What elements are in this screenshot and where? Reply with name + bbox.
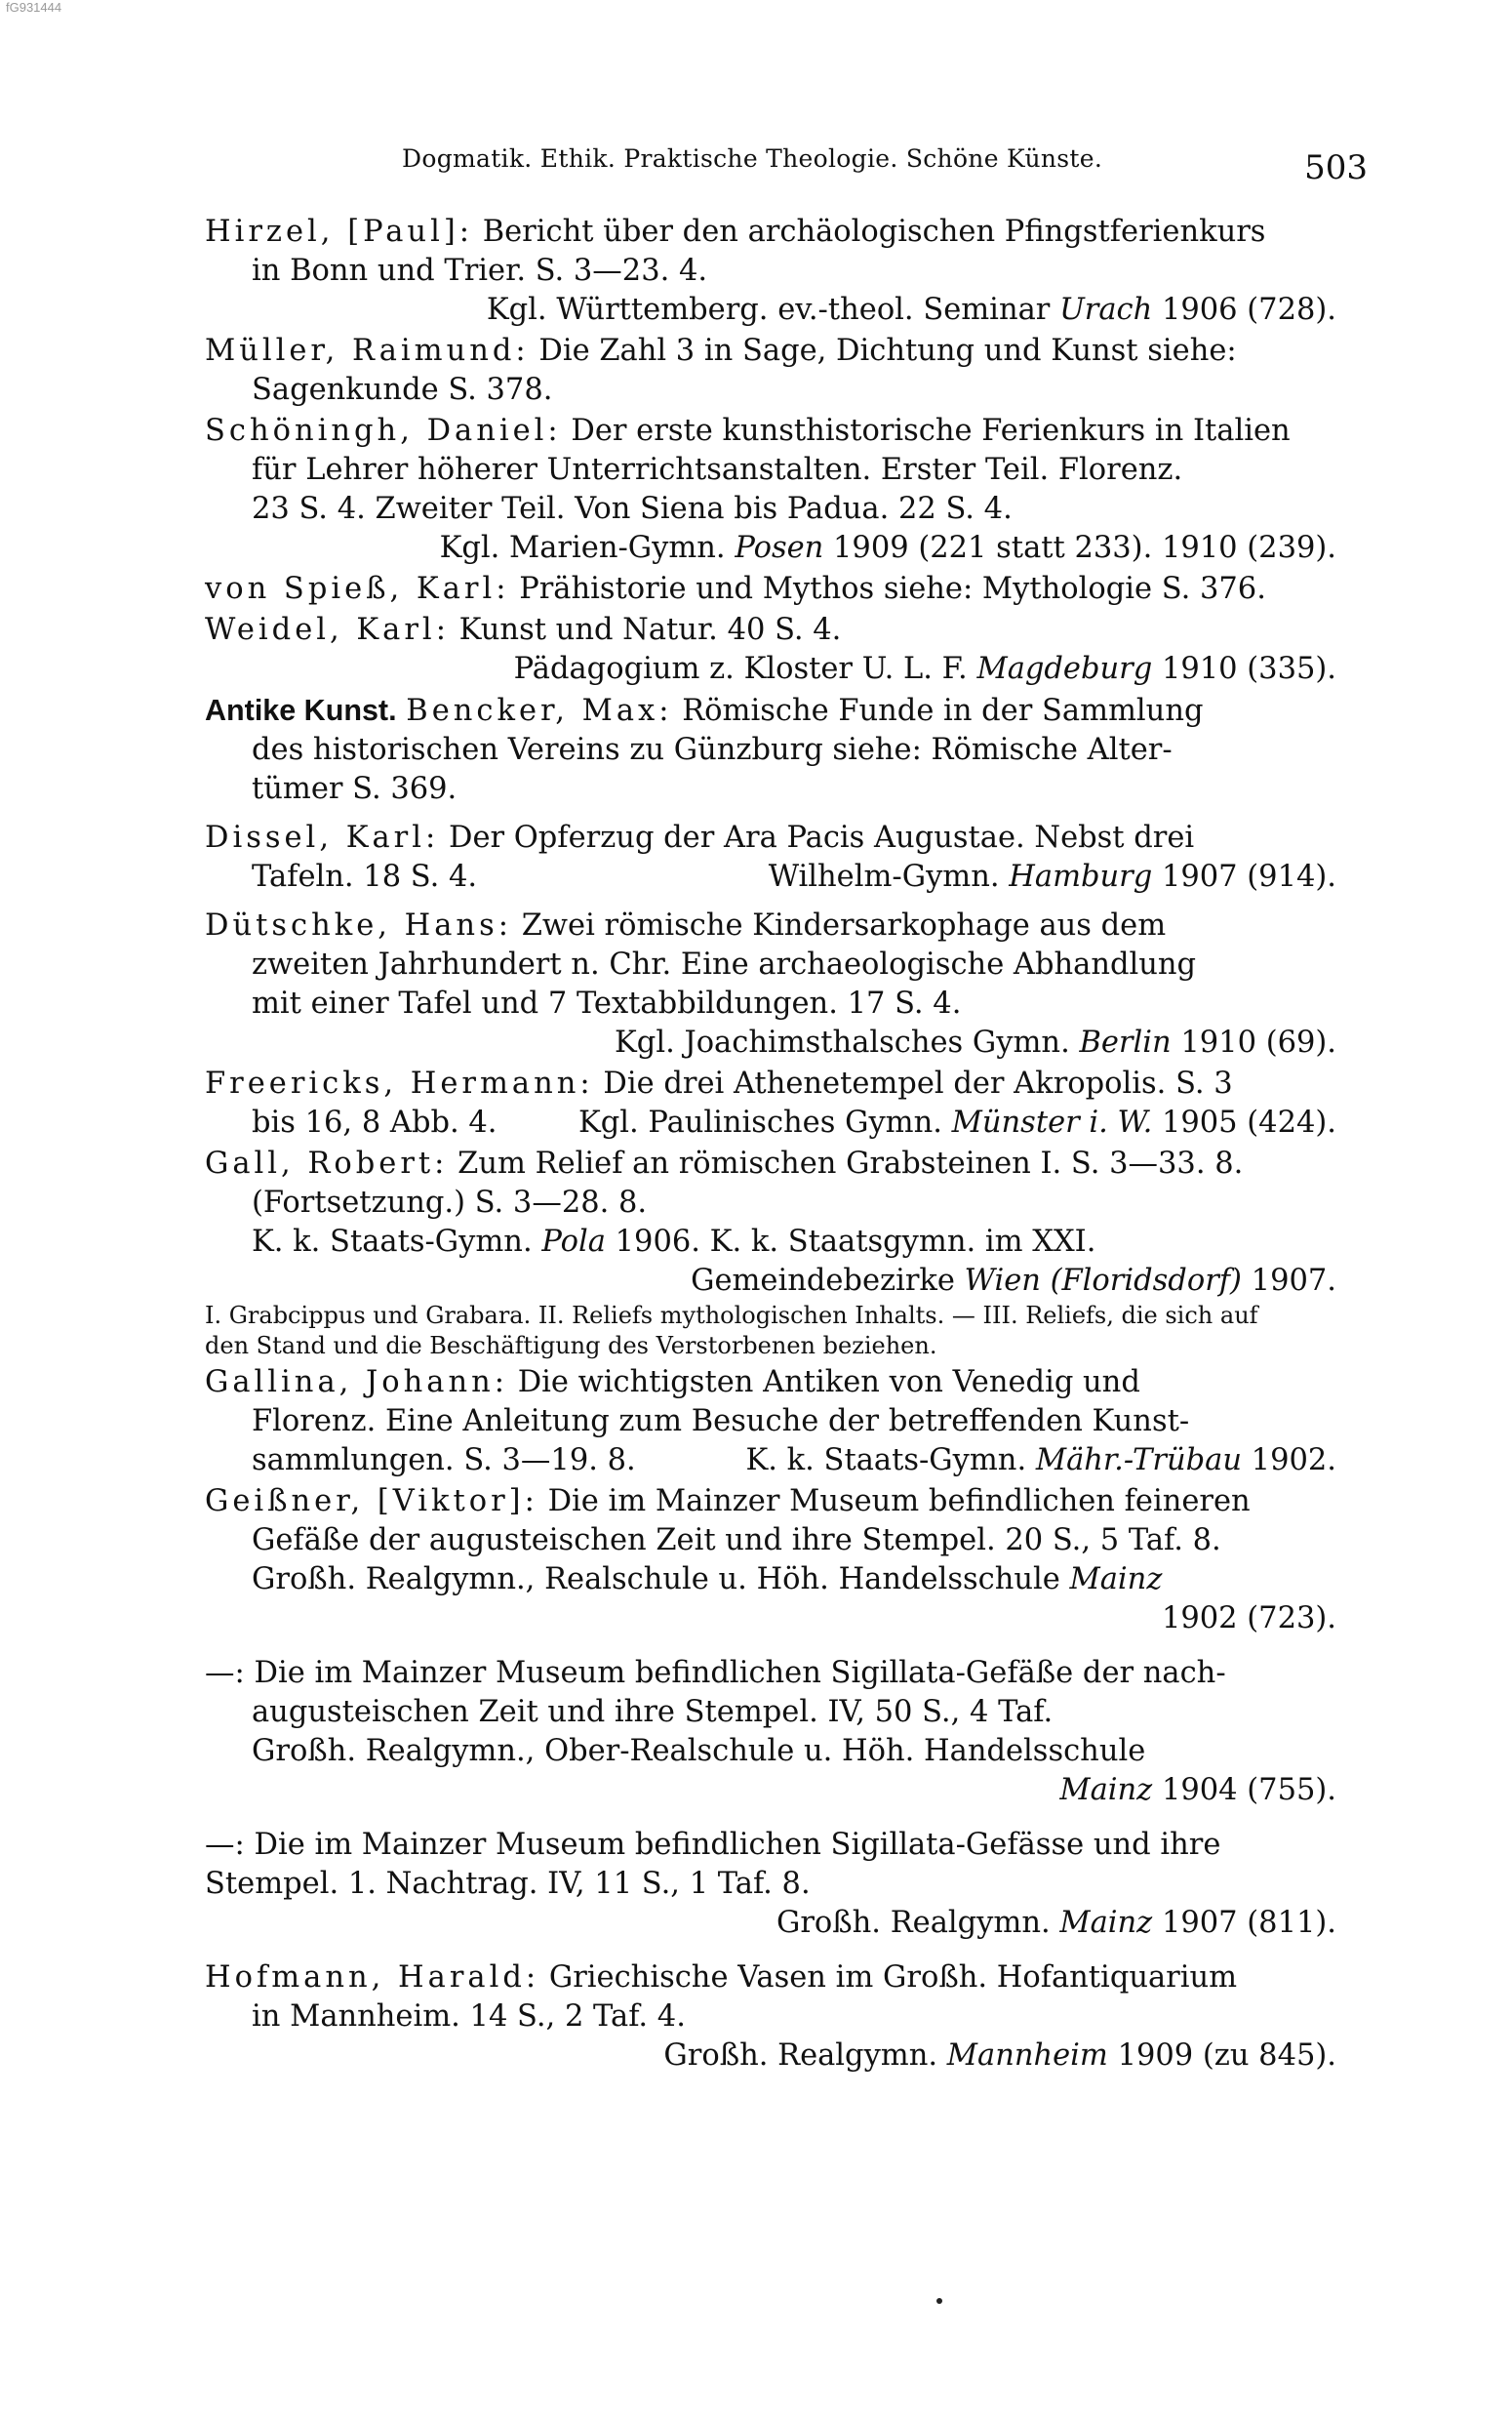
year-info: 1906. bbox=[615, 1225, 700, 1259]
title-line: tümer S. 369. bbox=[252, 772, 458, 806]
author-name: Hirzel, [Paul]: bbox=[205, 215, 474, 249]
title-line: zweiten Jahrhundert n. Chr. Eine archaeologische Abhandlung bbox=[252, 948, 1197, 982]
author-name: Dissel, Karl: bbox=[205, 821, 440, 855]
year-info: 1904 (755). bbox=[1161, 1773, 1336, 1807]
title-line: Stempel. 1. Nachtrag. IV, 11 S., 1 Taf. 8. bbox=[205, 1867, 811, 1901]
title-line: Florenz. Eine Anleitung zum Besuche der betreffenden Kunst- bbox=[252, 1404, 1190, 1438]
title-line: Bericht über den archäologischen Pfingstferienkurs bbox=[482, 215, 1266, 249]
year-info: 1907 (811). bbox=[1161, 1906, 1336, 1940]
year-info: 1906 (728). bbox=[1161, 293, 1336, 327]
year-info: 1902 (723). bbox=[1161, 1601, 1336, 1635]
publication-line bbox=[205, 1223, 1356, 1262]
city-name: Hamburg bbox=[1009, 860, 1153, 894]
author-name: Gall, Robert: bbox=[205, 1147, 449, 1181]
school-name: Großh. Realgymn., Ober-Realschule u. Höh. Handelsschule bbox=[252, 1734, 1146, 1768]
title-line: sammlungen. S. 3—19. 8. bbox=[252, 1443, 636, 1477]
author-name: Gallina, Johann: bbox=[205, 1365, 509, 1399]
year-info: 1902. bbox=[1251, 1443, 1336, 1477]
author-name: von Spieß, Karl: bbox=[205, 572, 510, 606]
list-item bbox=[205, 611, 1356, 689]
list-item bbox=[205, 570, 1356, 609]
year-info: 1907 (914). bbox=[1161, 860, 1336, 894]
school-name: Kgl. Joachimsthalsches Gymn. bbox=[615, 1026, 1070, 1060]
publication-line bbox=[205, 291, 1356, 330]
title-line: Der erste kunsthistorische Ferienkurs in Italien bbox=[571, 414, 1291, 448]
title-line: Zum Relief an römischen Grabsteinen I. S. 3—33. 8. bbox=[458, 1147, 1244, 1181]
list-item bbox=[205, 1482, 1356, 1638]
title-line: Die im Mainzer Museum befindlichen Sigillata-Gefässe und ihre bbox=[254, 1828, 1221, 1862]
city-name: Mainz bbox=[1069, 1562, 1163, 1596]
publication-line bbox=[205, 1441, 1356, 1480]
list-item bbox=[205, 691, 1356, 809]
city-name: Berlin bbox=[1079, 1026, 1172, 1060]
city-name: Magdeburg bbox=[976, 652, 1153, 686]
author-name: Müller, Raimund: bbox=[205, 334, 530, 368]
title-line: Die im Mainzer Museum befindlichen feineren bbox=[547, 1484, 1251, 1518]
section-heading: Antike Kunst. bbox=[205, 694, 397, 727]
city-name: Mainz bbox=[1059, 1773, 1153, 1807]
title-line: Die Zahl 3 in Sage, Dichtung und Kunst siehe: bbox=[538, 334, 1237, 368]
author-name: —: bbox=[205, 1828, 245, 1862]
author-name: Hofmann, Harald: bbox=[205, 1960, 540, 1995]
author-name: Bencker, Max: bbox=[406, 694, 673, 728]
author-name: Dütschke, Hans: bbox=[205, 908, 513, 943]
publication-line bbox=[205, 1024, 1356, 1063]
list-item bbox=[205, 412, 1356, 568]
school-name: K. k. Staatsgymn. im XXI. bbox=[709, 1225, 1096, 1259]
list-item bbox=[205, 213, 1356, 330]
year-info: 1910 (69). bbox=[1180, 1026, 1336, 1060]
city-name: Pola bbox=[541, 1225, 606, 1259]
school-name: Großh. Realgymn. bbox=[776, 1906, 1051, 1940]
title-line: für Lehrer höherer Unterrichtsanstalten. Erster Teil. Florenz. bbox=[252, 453, 1183, 487]
publication-line bbox=[205, 1104, 1356, 1143]
year-info: 1909 (zu 845). bbox=[1117, 2038, 1336, 2073]
title-line: Zwei römische Kindersarkophage aus dem bbox=[521, 908, 1167, 943]
title-line: Der Opferzug der Ara Pacis Augustae. Nebst drei bbox=[449, 821, 1195, 855]
city-name: Mainz bbox=[1059, 1906, 1153, 1940]
author-name: Schöningh, Daniel: bbox=[205, 414, 562, 448]
list-item bbox=[205, 332, 1356, 410]
title-line: Kunst und Natur. 40 S. 4. bbox=[458, 613, 842, 647]
title-line: Die im Mainzer Museum befindlichen Sigillata-Gefäße der nach- bbox=[254, 1656, 1226, 1690]
year-info: 1910 (335). bbox=[1161, 652, 1336, 686]
school-name: Großh. Realgymn. bbox=[663, 2038, 938, 2073]
title-line: augusteischen Zeit und ihre Stempel. IV, 50 S., 4 Taf. bbox=[252, 1695, 1054, 1729]
author-name: Weidel, Karl: bbox=[205, 613, 450, 647]
school-name: Wilhelm-Gymn. bbox=[768, 860, 1000, 894]
city-name: Posen bbox=[735, 531, 824, 565]
publication-line bbox=[205, 1771, 1356, 1810]
bibliography-list bbox=[205, 213, 1356, 2077]
list-item bbox=[205, 1826, 1356, 1943]
city-name: Urach bbox=[1059, 293, 1153, 327]
author-name: —: bbox=[205, 1656, 245, 1690]
school-name: Kgl. Marien-Gymn. bbox=[439, 531, 726, 565]
title-line: mit einer Tafel und 7 Textabbildungen. 17 S. 4. bbox=[252, 987, 962, 1021]
city-name: Mannheim bbox=[946, 2038, 1108, 2073]
title-line: Die drei Athenetempel der Akropolis. S. 3 bbox=[603, 1067, 1233, 1101]
page-header bbox=[402, 144, 1368, 187]
footnote: I. Grabcippus und Grabara. II. Reliefs mythologischen Inhalts. — III. Reliefs, die sich auf den Stand und die Beschäftigung des Verstorbenen beziehen. bbox=[205, 1302, 1258, 1359]
publication-line bbox=[205, 1560, 1356, 1599]
title-line: Prähistorie und Mythos siehe: Mythologie S. 376. bbox=[519, 572, 1266, 606]
publication-line bbox=[205, 858, 1356, 897]
running-title: Dogmatik. Ethik. Praktische Theologie. Schöne Künste. bbox=[402, 144, 1103, 173]
title-line: (Fortsetzung.) S. 3—28. 8. bbox=[252, 1186, 648, 1220]
author-name: Freericks, Hermann: bbox=[205, 1067, 594, 1101]
title-line: Griechische Vasen im Großh. Hofantiquarium bbox=[548, 1960, 1238, 1995]
publication-line bbox=[205, 1262, 1356, 1301]
list-item bbox=[205, 1958, 1356, 2076]
list-item bbox=[205, 1065, 1356, 1143]
list-item bbox=[205, 819, 1356, 897]
title-line: in Mannheim. 14 S., 2 Taf. 4. bbox=[252, 1999, 686, 2034]
city-name: Wien (Floridsdorf) bbox=[964, 1264, 1242, 1298]
year-info: 1907. bbox=[1251, 1264, 1336, 1298]
page-number: 503 bbox=[1304, 148, 1368, 187]
school-name: K. k. Staats-Gymn. bbox=[745, 1443, 1027, 1477]
publication-line bbox=[205, 529, 1356, 568]
school-name: Gemeindebezirke bbox=[691, 1264, 955, 1298]
publication-line bbox=[205, 650, 1356, 689]
publication-line bbox=[205, 1904, 1356, 1943]
title-line: bis 16, 8 Abb. 4. bbox=[252, 1106, 497, 1140]
list-item bbox=[205, 907, 1356, 1063]
school-name: Pädagogium z. Kloster U. L. F. bbox=[513, 652, 968, 686]
city-name: Münster i. W. bbox=[951, 1106, 1153, 1140]
publication-line bbox=[205, 1732, 1356, 1771]
school-name: Großh. Realgymn., Realschule u. Höh. Handelsschule bbox=[252, 1562, 1060, 1596]
school-name: Kgl. Württemberg. ev.-theol. Seminar bbox=[486, 293, 1051, 327]
title-line: Römische Funde in der Sammlung bbox=[682, 694, 1204, 728]
title-line: Gefäße der augusteischen Zeit und ihre Stempel. 20 S., 5 Taf. 8. bbox=[252, 1523, 1221, 1557]
year-info: 1905 (424). bbox=[1161, 1106, 1336, 1140]
archive-stamp: fG931444 bbox=[6, 0, 62, 15]
school-name: K. k. Staats-Gymn. bbox=[252, 1225, 533, 1259]
publication-line bbox=[205, 2037, 1356, 2076]
title-line: Tafeln. 18 S. 4. bbox=[252, 860, 478, 894]
city-name: Mähr.-Trübau bbox=[1035, 1443, 1242, 1477]
title-line: in Bonn und Trier. S. 3—23. 4. bbox=[252, 254, 708, 288]
list-item bbox=[205, 1363, 1356, 1480]
stray-mark bbox=[936, 2298, 942, 2304]
year-info: 1909 (221 statt 233). 1910 (239). bbox=[833, 531, 1336, 565]
title-line: des historischen Vereins zu Günzburg siehe: Römische Alter- bbox=[252, 733, 1173, 767]
school-name: Kgl. Paulinisches Gymn. bbox=[577, 1106, 942, 1140]
title-line: Die wichtigsten Antiken von Venedig und bbox=[517, 1365, 1140, 1399]
list-item bbox=[205, 1654, 1356, 1810]
title-line: 23 S. 4. Zweiter Teil. Von Siena bis Padua. 22 S. 4. bbox=[252, 492, 1013, 526]
title-line: Sagenkunde S. 378. bbox=[252, 373, 553, 407]
list-item bbox=[205, 1145, 1356, 1361]
author-name: Geißner, [Viktor]: bbox=[205, 1484, 538, 1518]
